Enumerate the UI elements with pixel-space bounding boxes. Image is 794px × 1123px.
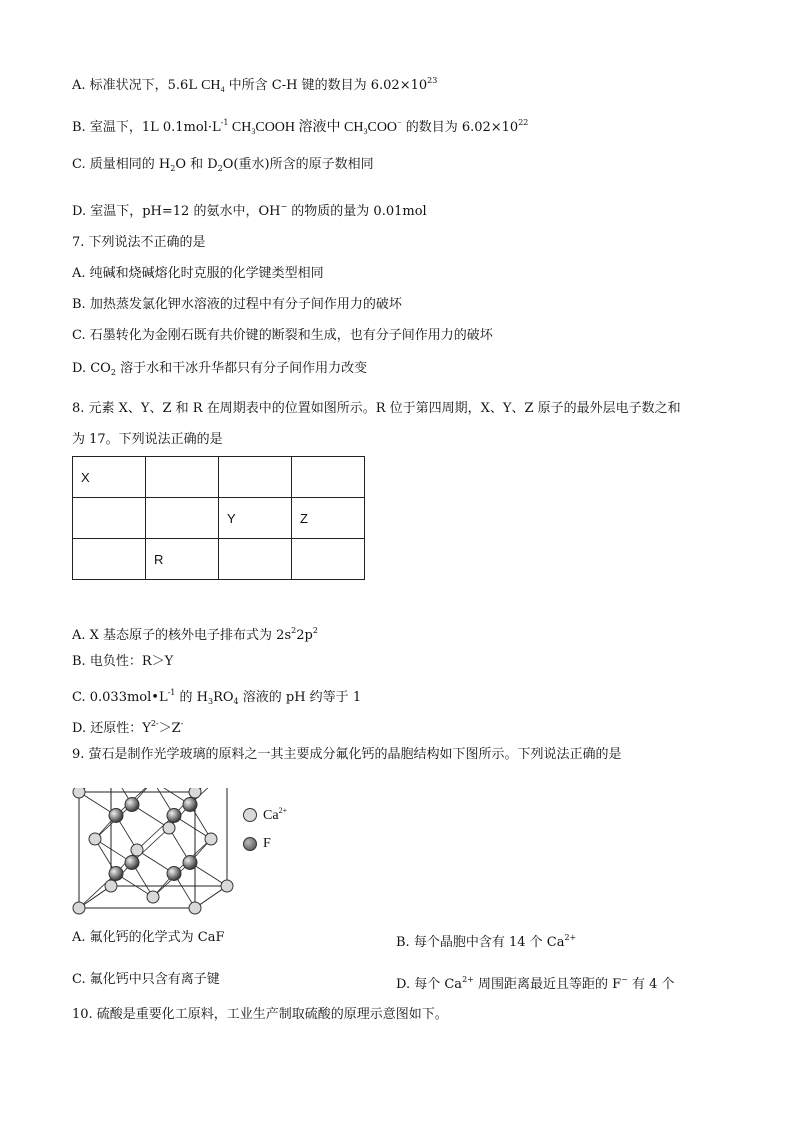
- ca-ion: [73, 902, 85, 914]
- q7-option-d: D. $CO_2$ 溶于水和干冰升华都只有分子间作用力改变: [72, 361, 368, 377]
- table-cell: [219, 539, 292, 580]
- table-cell: [146, 457, 219, 498]
- f-ion: [167, 809, 181, 823]
- table-cell: [146, 498, 219, 539]
- legend-f: F: [243, 836, 271, 852]
- ca-ion: [205, 833, 217, 845]
- table-cell: Z: [292, 498, 365, 539]
- ca-ion: [73, 788, 85, 798]
- ca-ion: [131, 844, 143, 856]
- ca-ion-marker: [243, 808, 257, 822]
- q9-option-c: C. 氟化钙中只含有离子键: [72, 972, 220, 987]
- q8-option-b: B. 电负性：R＞Y: [72, 654, 174, 669]
- q6-option-d: D. 室温下，pH=12 的氨水中，OH− 的物质的量为 0.01mol: [72, 202, 427, 219]
- q7-stem: 7. 下列说法不正确的是: [72, 235, 206, 250]
- q8-option-d: D. 还原性：$Y^{2-}>Z^-$: [72, 719, 184, 736]
- periodic-table-fragment: [72, 456, 365, 580]
- fluorite-unit-cell-figure: [70, 788, 236, 922]
- q7-option-b: B. 加热蒸发氯化钾水溶液的过程中有分子间作用力的破坏: [72, 297, 402, 312]
- legend-ca: $Ca^{2+}$: [243, 806, 287, 824]
- table-cell: R: [146, 539, 219, 580]
- crystal-structure-diagram: [70, 788, 236, 918]
- f-ion: [109, 809, 123, 823]
- ca-ion: [189, 788, 201, 798]
- q9-option-d: D. 每个 $Ca^{2+}$ 周围距离最近且等距的 F− 有 4 个: [396, 975, 675, 992]
- table-cell: [292, 457, 365, 498]
- q6-option-b: B. 室温下，1L $0.1mol\cdot L^{-1}$ $CH_3COOH$ 溶液中 $CH_3COO^-$ 的数目为 $6.02\times 10^{22}$: [72, 118, 529, 136]
- q9-stem: 9. 萤石是制作光学玻璃的原料之一其主要成分氟化钙的晶胞结构如下图所示。下列说法正确的是: [72, 747, 622, 762]
- q8-option-a: A. X 基态原子的核外电子排布式为 $2s^22p^2$: [72, 626, 318, 643]
- table-cell: [292, 539, 365, 580]
- f-ion: [109, 867, 123, 881]
- f-ion-marker: [243, 837, 257, 851]
- table-row: [73, 457, 365, 498]
- ca-ion: [189, 902, 201, 914]
- q9-option-a: A. 氟化钙的化学式为 CaF: [72, 930, 225, 945]
- q8-stem-line2: 为 17。下列说法正确的是: [72, 432, 223, 447]
- f-ion: [125, 798, 139, 812]
- q6-option-c: C. 质量相同的 $H_2O$ 和 $D_2O$(重水)所含的原子数相同: [72, 157, 374, 173]
- table-cell: X: [73, 457, 146, 498]
- table-cell: [73, 539, 146, 580]
- f-ion: [183, 856, 197, 870]
- ca-ion: [221, 880, 233, 892]
- ca-ion: [163, 822, 175, 834]
- table-cell: [73, 498, 146, 539]
- table-cell: [219, 457, 292, 498]
- q8-stem-line1: 8. 元素 X、Y、Z 和 R 在周期表中的位置如图所示。R 位于第四周期，X、Y、Z 原子的最外层电子数之和: [72, 401, 681, 416]
- q9-option-b: B. 每个晶胞中含有 14 个 $Ca^{2+}$: [396, 933, 577, 950]
- f-ion: [167, 867, 181, 881]
- ca-ion: [105, 880, 117, 892]
- table-row: [73, 539, 365, 580]
- q7-option-c: C. 石墨转化为金刚石既有共价键的断裂和生成，也有分子间作用力的破坏: [72, 328, 493, 343]
- q6-option-a: A. 标准状况下，5.6L $CH_4$ 中所含 C-H 键的数目为 $6.02\times 10^{23}$: [72, 76, 438, 94]
- table-cell: Y: [219, 498, 292, 539]
- f-ion: [183, 798, 197, 812]
- ca-ion: [89, 833, 101, 845]
- q8-option-c: C. $0.033mol•L^{-1}$ 的 $H_3RO_4$ 溶液的 pH 约等于 1: [72, 688, 362, 706]
- f-ion: [125, 856, 139, 870]
- ca-ion: [147, 891, 159, 903]
- q7-option-a: A. 纯碱和烧碱熔化时克服的化学键类型相同: [72, 266, 324, 281]
- q10-stem: 10. 硫酸是重要化工原料，工业生产制取硫酸的原理示意图如下。: [72, 1007, 448, 1022]
- table-row: [73, 498, 365, 539]
